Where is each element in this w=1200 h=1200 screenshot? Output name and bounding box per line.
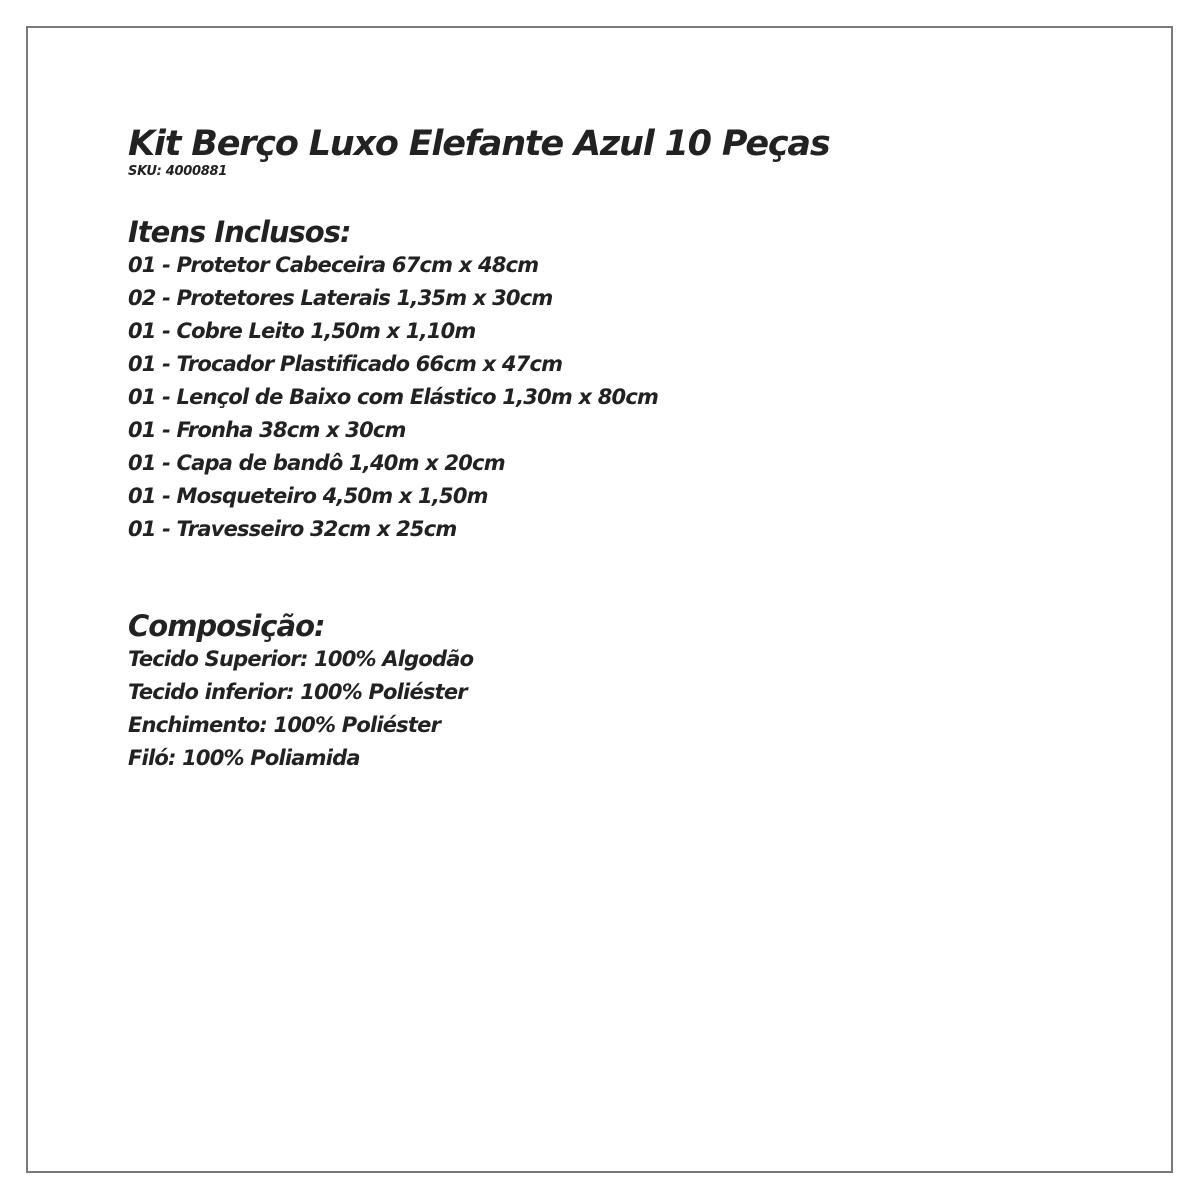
list-item: 01 - Cobre Leito 1,50m x 1,10m xyxy=(128,319,476,343)
list-item: 01 - Mosqueteiro 4,50m x 1,50m xyxy=(128,484,488,508)
included-items-heading: Itens Inclusos: xyxy=(128,215,351,249)
list-item: 01 - Trocador Plastificado 66cm x 47cm xyxy=(128,352,563,376)
product-info-frame xyxy=(26,26,1173,1173)
list-item: 02 - Protetores Laterais 1,35m x 30cm xyxy=(128,286,553,310)
list-item: Filó: 100% Poliamida xyxy=(128,746,360,770)
list-item: 01 - Fronha 38cm x 30cm xyxy=(128,418,406,442)
included-items-list xyxy=(128,249,1128,546)
list-item: 01 - Protetor Cabeceira 67cm x 48cm xyxy=(128,253,539,277)
list-item: Enchimento: 100% Poliéster xyxy=(128,713,441,737)
composition-list xyxy=(128,643,1128,775)
list-item: 01 - Capa de bandô 1,40m x 20cm xyxy=(128,451,505,475)
list-item: 01 - Lençol de Baixo com Elástico 1,30m x 80cm xyxy=(128,385,659,409)
list-item: Tecido Superior: 100% Algodão xyxy=(128,647,474,671)
composition-heading: Composição: xyxy=(128,609,325,643)
list-item: 01 - Travesseiro 32cm x 25cm xyxy=(128,517,457,541)
list-item: Tecido inferior: 100% Poliéster xyxy=(128,680,467,704)
product-title: Kit Berço Luxo Elefante Azul 10 Peças xyxy=(128,124,830,164)
product-sku: SKU: 4000881 xyxy=(128,164,227,179)
product-info-content xyxy=(128,124,1128,775)
